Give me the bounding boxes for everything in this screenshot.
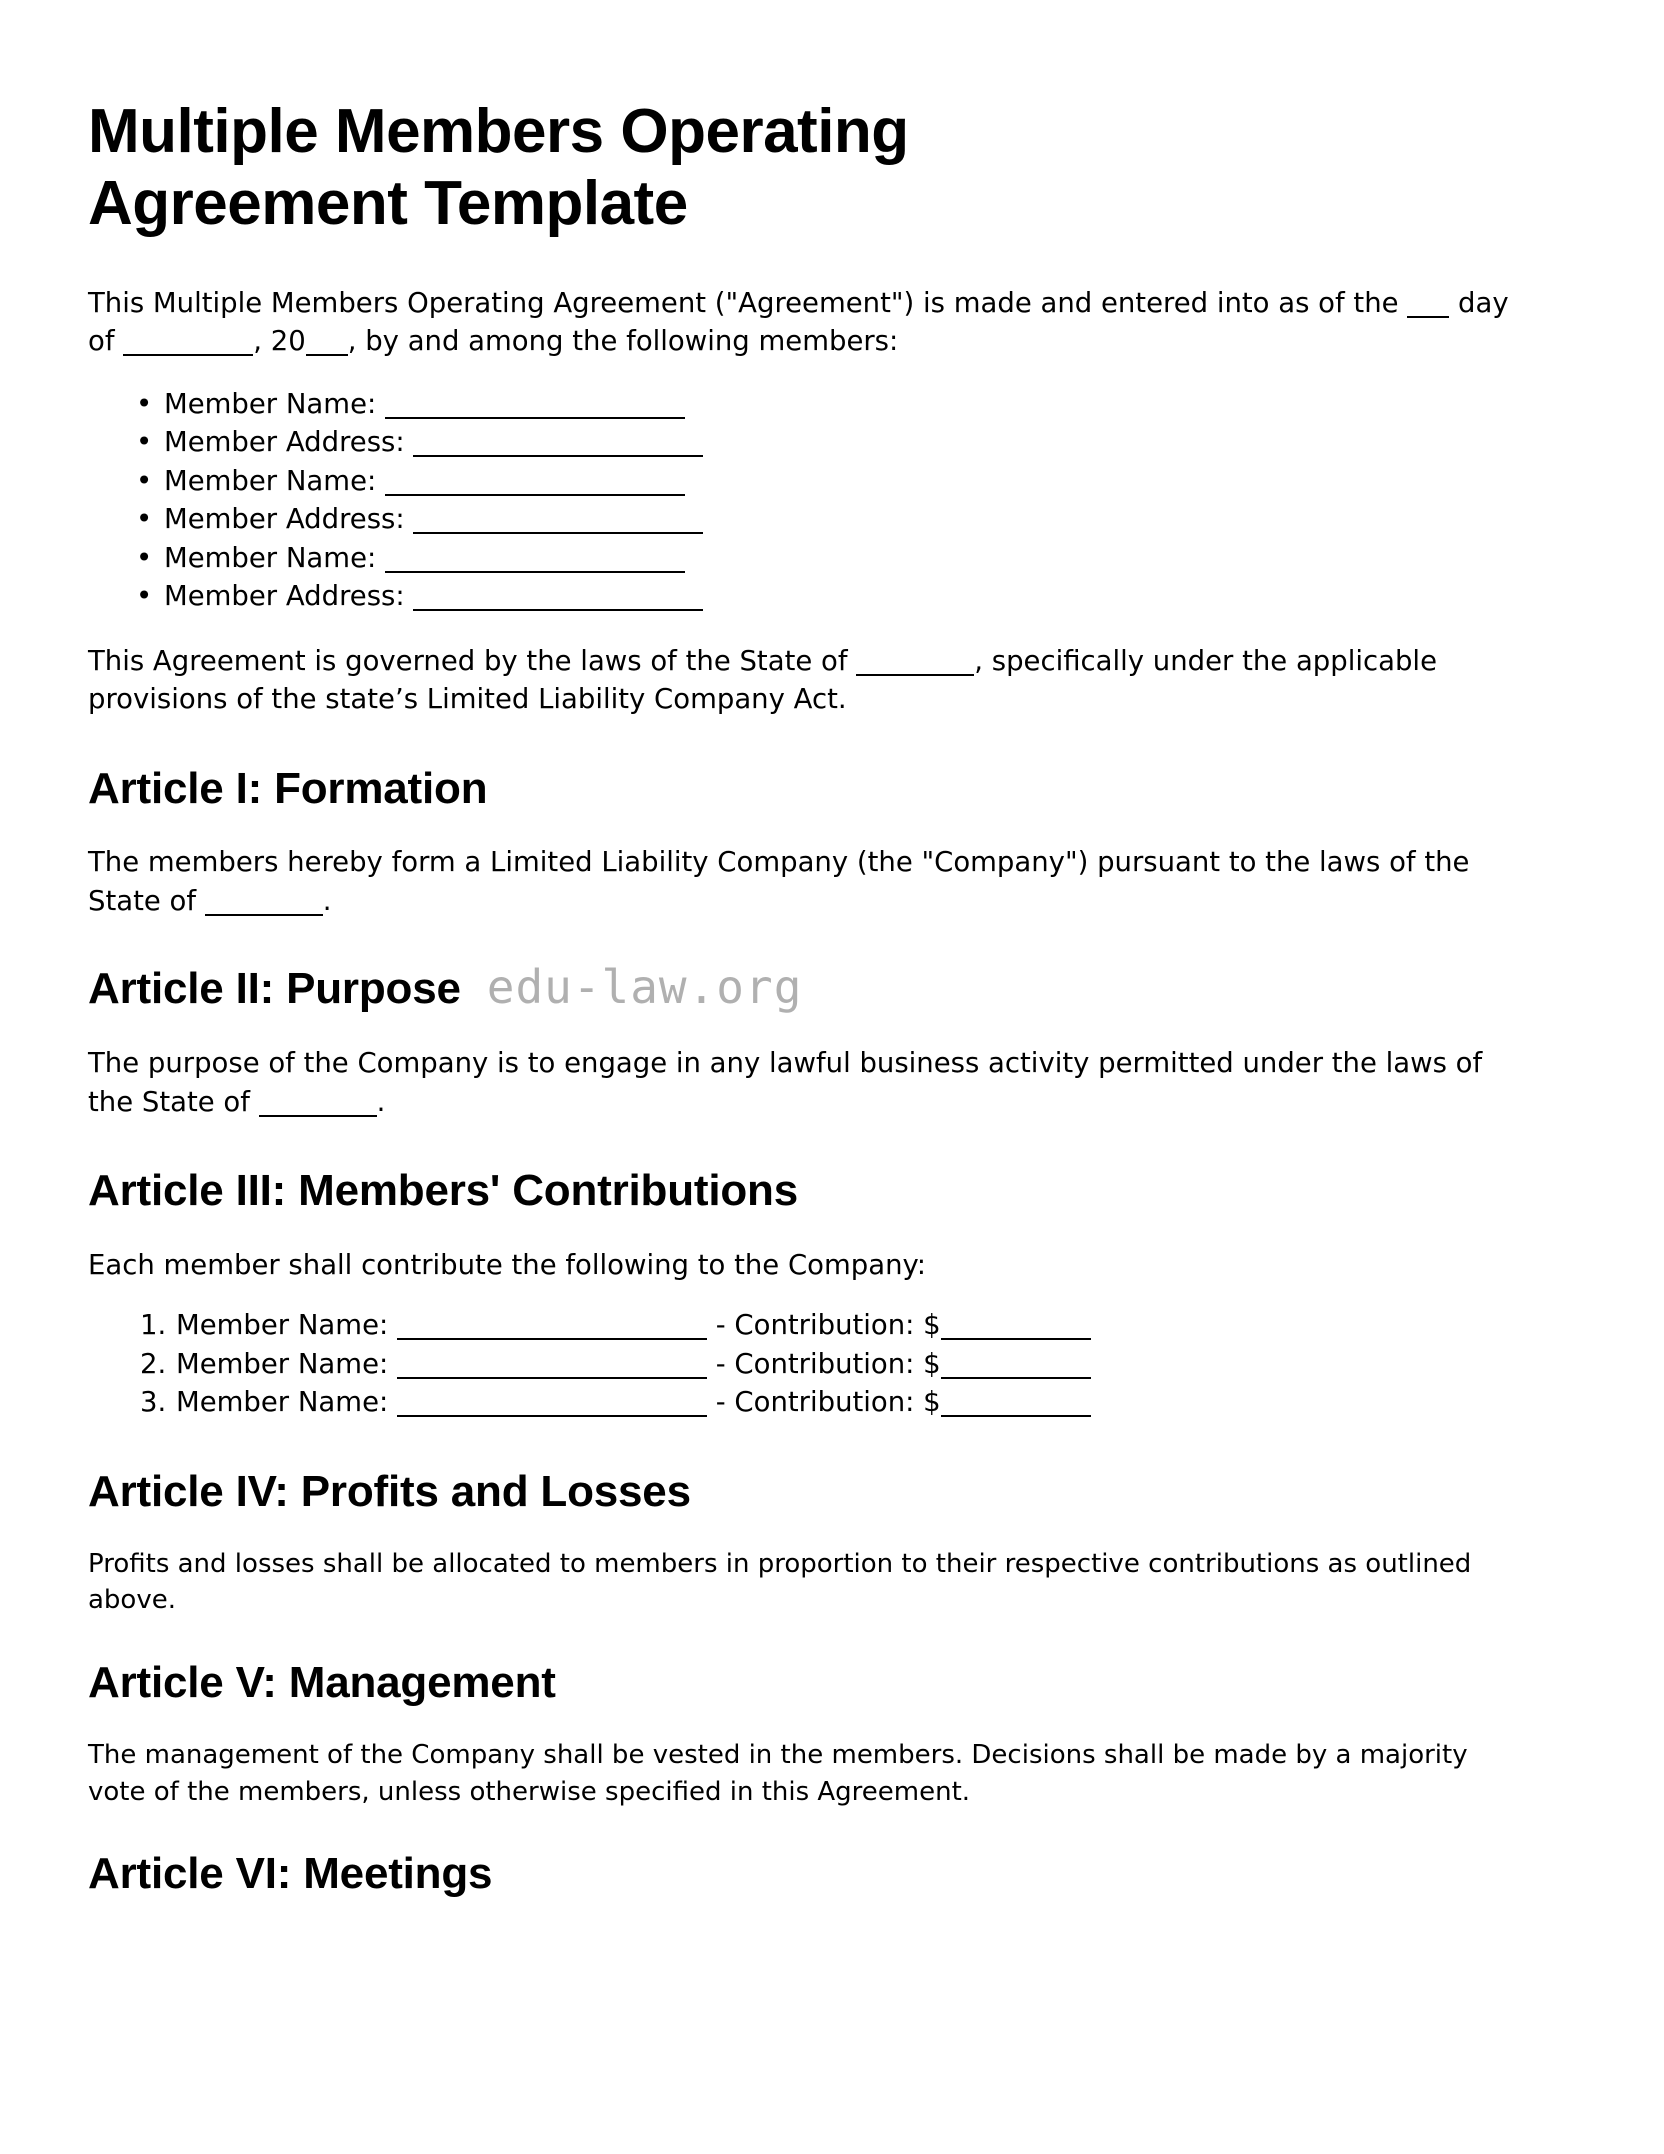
governing-law-text-a: This Agreement is governed by the laws of the State of <box>88 644 857 677</box>
member-name-label: Member Name: <box>164 387 377 420</box>
member-name-label: Member Name: <box>176 1347 389 1380</box>
list-item <box>140 1345 1552 1384</box>
article-i-text-a: The members hereby form a Limited Liability Company (the "Company") pursuant to the laws of the State of <box>88 846 1470 917</box>
intro-year-prefix: , 20 <box>253 325 306 358</box>
member-name-label: Member Name: <box>176 1386 389 1419</box>
contributions-numbered-list <box>88 1306 1552 1422</box>
governing-law-text-b: , specifically under the applicable provisions of the state’s Limited Liability Company Act. <box>88 644 1437 716</box>
intro-day-label: day of <box>88 286 1509 358</box>
article-ii-state-blank <box>259 1115 377 1117</box>
contribution-label: - Contribution: $ <box>715 1309 941 1342</box>
member-name-blank <box>397 1377 707 1379</box>
contribution-blank <box>941 1338 1091 1340</box>
contribution-blank <box>941 1415 1091 1417</box>
governing-law-state-blank <box>856 674 974 676</box>
member-name-blank <box>385 417 685 419</box>
list-item <box>164 539 1552 578</box>
article-heading-iv: Article IV: Profits and Losses <box>88 1466 691 1516</box>
list-item <box>164 385 1552 424</box>
article-i-state-blank <box>205 914 323 916</box>
intro-text-a: This Multiple Members Operating Agreement ("Agreement") is made and entered into as of the <box>88 286 1408 319</box>
article-iii-intro: Each member shall contribute the following to the Company: <box>88 1248 927 1281</box>
article-heading-ii: Article II: Purpose <box>88 964 461 1014</box>
intro-paragraph <box>88 284 1528 361</box>
article-heading-vi: Article VI: Meetings <box>88 1848 493 1898</box>
list-item <box>140 1306 1552 1345</box>
site-watermark: edu-law.org <box>486 960 803 1015</box>
member-name-blank <box>385 494 685 496</box>
governing-law-paragraph <box>88 642 1528 719</box>
list-item <box>164 423 1552 462</box>
member-name-blank <box>385 571 685 573</box>
article-iv-body: Profits and losses shall be allocated to members in proportion to their respective contributions as outlined above. <box>88 1548 1472 1616</box>
article-ii-body <box>88 1044 1528 1121</box>
intro-day-blank <box>1407 316 1449 318</box>
list-item <box>164 500 1552 539</box>
list-item <box>140 1383 1552 1422</box>
article-ii-heading-row <box>88 960 1552 1014</box>
member-name-blank <box>397 1415 707 1417</box>
contribution-blank <box>941 1377 1091 1379</box>
member-name-label: Member Name: <box>164 464 377 497</box>
member-address-label: Member Address: <box>164 426 405 459</box>
article-i-body <box>88 843 1528 920</box>
member-address-label: Member Address: <box>164 503 405 536</box>
article-v-body: The management of the Company shall be vested in the members. Decisions shall be made by a majority vote of the members, unless otherwise specified in this Agreement. <box>88 1740 1468 1807</box>
item-number: 2. <box>140 1347 167 1380</box>
article-ii-text-a: The purpose of the Company is to engage in any lawful business activity permitted under the laws of the State of <box>88 1047 1483 1118</box>
item-number: 3. <box>140 1386 167 1419</box>
article-heading-i: Article I: Formation <box>88 763 488 813</box>
member-address-blank <box>413 609 703 611</box>
page-title: Multiple Members Operating Agreement Template <box>88 97 909 238</box>
list-item <box>164 577 1552 616</box>
members-bullet-list <box>88 385 1552 616</box>
intro-text-b: , by and among the following members: <box>347 325 899 358</box>
article-i-text-b: . <box>322 884 332 917</box>
member-name-label: Member Name: <box>164 541 377 574</box>
article-ii-text-b: . <box>376 1085 386 1118</box>
article-heading-iii: Article III: Members' Contributions <box>88 1166 798 1216</box>
member-address-label: Member Address: <box>164 580 405 613</box>
member-name-label: Member Name: <box>176 1309 389 1342</box>
contribution-label: - Contribution: $ <box>715 1347 941 1380</box>
intro-year-blank <box>306 354 348 356</box>
intro-month-blank <box>123 354 253 356</box>
member-address-blank <box>413 532 703 534</box>
article-heading-v: Article V: Management <box>88 1657 556 1707</box>
member-address-blank <box>413 455 703 457</box>
list-item <box>164 462 1552 501</box>
member-name-blank <box>397 1338 707 1340</box>
item-number: 1. <box>140 1309 167 1342</box>
contribution-label: - Contribution: $ <box>715 1386 941 1419</box>
